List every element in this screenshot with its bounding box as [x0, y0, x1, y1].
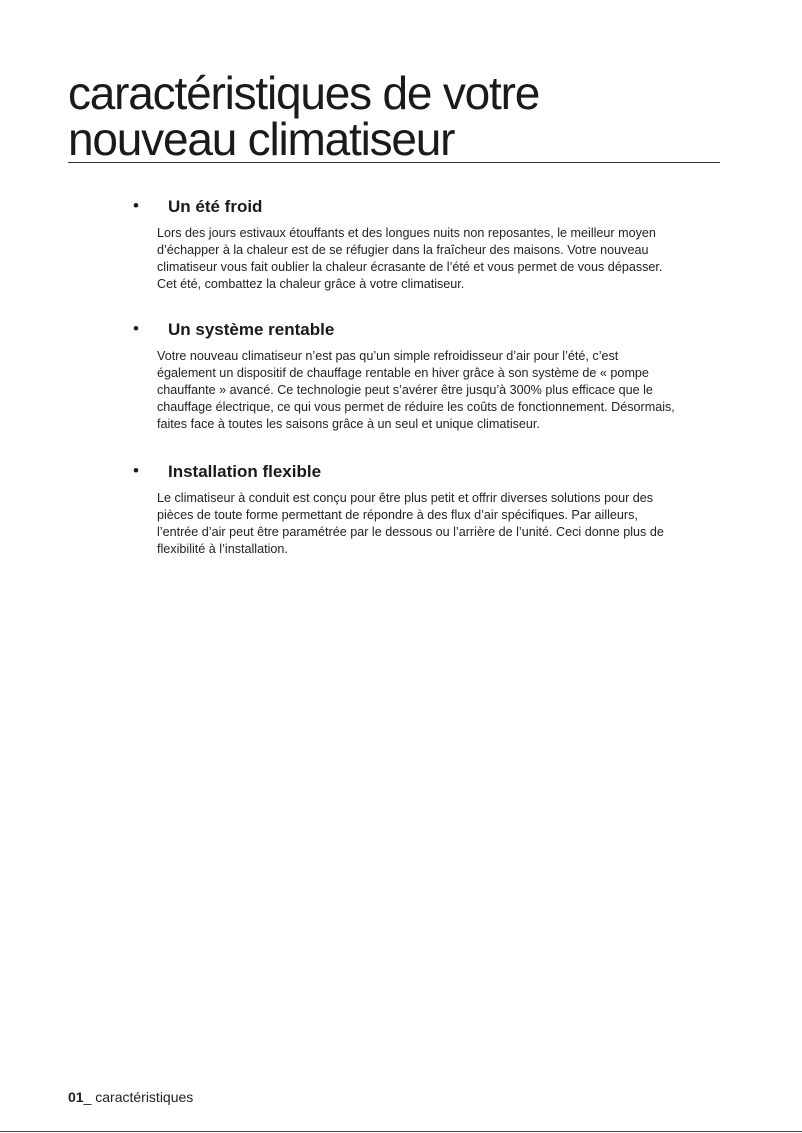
paragraph-line: chauffante » avancé. Ce technologie peut s’avérer être jusqu’à 300% plus efficace que le: [157, 383, 653, 397]
bullet-icon: •: [133, 196, 139, 215]
page-title: [68, 67, 720, 165]
paragraph-line: d’échapper à la chaleur est de se réfugier dans la fraîcheur des maisons. Votre nouveau: [157, 243, 649, 257]
section-heading: Installation flexible: [168, 462, 322, 481]
section-un-ete-froid: [133, 197, 733, 293]
page-number: 01: [68, 1089, 84, 1105]
section-paragraph: [157, 490, 722, 558]
bullet-icon: •: [133, 319, 139, 338]
section-un-systeme-rentable: [133, 320, 733, 433]
paragraph-line: Le climatiseur à conduit est conçu pour être plus petit et offrir diverses solutions pour des: [157, 491, 654, 505]
section-header: [133, 462, 733, 484]
paragraph-line: l’entrée d’air peut être paramétrée par le dessous ou l’arrière de l’unité. Ceci donne plus de: [157, 525, 664, 539]
paragraph-line: pièces de toute forme permettant de répondre à des flux d’air spécifiques. Par ailleurs,: [157, 508, 638, 522]
paragraph-line: Votre nouveau climatiseur n’est pas qu’un simple refroidisseur d’air pour l’été, c’est: [157, 349, 619, 363]
section-paragraph: [157, 225, 722, 293]
paragraph-line: flexibilité à l’installation.: [157, 542, 288, 556]
bullet-icon: •: [133, 461, 139, 480]
paragraph-line: chauffage électrique, ce qui vous permet de réduire les coûts de fonctionnement. Désormais,: [157, 400, 675, 414]
page-title-line-2: nouveau climatiseur: [68, 113, 455, 165]
paragraph-line: Cet été, combattez la chaleur grâce à votre climatiseur.: [157, 277, 465, 291]
footer-section-label: _ caractéristiques: [83, 1089, 194, 1105]
page-footer: [68, 1089, 193, 1105]
paragraph-line: faites face à toutes les saisons grâce à un seul et unique climatiseur.: [157, 417, 540, 431]
paragraph-line: Lors des jours estivaux étouffants et des longues nuits non reposantes, le meilleur moyen: [157, 226, 656, 240]
section-paragraph: [157, 348, 722, 433]
paragraph-line: également un dispositif de chauffage rentable en hiver grâce à son système de « pompe: [157, 366, 649, 380]
title-underline-divider: [68, 162, 720, 163]
section-heading: Un été froid: [168, 197, 263, 216]
paragraph-line: climatiseur vous fait oublier la chaleur écrasante de l’été et vous permet de vous dépasser.: [157, 260, 663, 274]
footer-divider: [0, 1131, 802, 1132]
page-title-line-1: caractéristiques de votre: [68, 67, 540, 119]
section-header: [133, 197, 733, 219]
section-header: [133, 320, 733, 342]
section-installation-flexible: [133, 462, 733, 558]
section-heading: Un système rentable: [168, 320, 335, 339]
